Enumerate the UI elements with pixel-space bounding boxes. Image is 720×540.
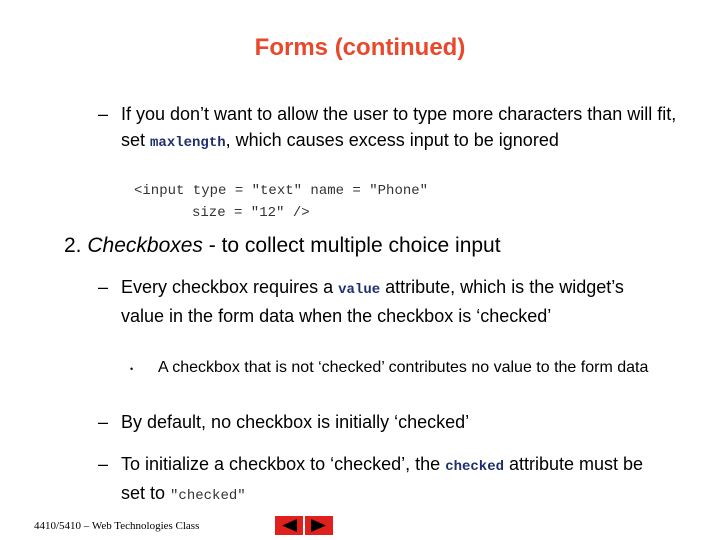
- maxlength-code: maxlength: [150, 135, 226, 151]
- p4-text-before: To initialize a checkbox to ‘checked’, the: [121, 454, 446, 474]
- heading-italic: Checkboxes: [87, 234, 203, 257]
- unchecked-subpoint: A checkbox that is not ‘checked’ contributes no value to the form data: [158, 359, 649, 376]
- heading-suffix: - to collect multiple choice input: [202, 234, 501, 257]
- dash-marker: –: [98, 277, 109, 297]
- default-paragraph: By default, no checkbox is initially ‘checked’: [121, 412, 470, 432]
- p1-text-before: If you don’t want to allow the user to type more characters than will fit, set: [121, 104, 677, 150]
- left-arrow-icon: [279, 518, 299, 533]
- checked-paragraph: [121, 451, 661, 509]
- next-slide-button[interactable]: [305, 516, 333, 535]
- dash-marker: –: [98, 454, 109, 474]
- p4-text-after: attribute must be set to: [121, 454, 644, 503]
- checked-value-code: "checked": [170, 488, 246, 504]
- bullet-marker: •: [130, 364, 134, 374]
- value-code: value: [338, 282, 381, 298]
- p2-text-before: Every checkbox requires a: [121, 277, 339, 297]
- prev-slide-button[interactable]: [275, 516, 303, 535]
- dash-marker: –: [98, 412, 109, 432]
- checkboxes-heading: [64, 232, 501, 260]
- checked-code: checked: [445, 459, 504, 475]
- code-line-1: <input type = "text" name = "Phone": [134, 183, 429, 199]
- heading-prefix: 2.: [64, 234, 88, 257]
- p2-text-after: attribute, which is the widget’s value in the form data when the checkbox is ‘checked’: [121, 277, 624, 326]
- value-paragraph: [121, 274, 661, 329]
- p1-text-after: , which causes excess input to be ignored: [225, 130, 559, 150]
- dash-marker: –: [98, 104, 109, 124]
- code-line-2: size = "12" />: [192, 205, 310, 221]
- slide-title: Forms (continued): [254, 34, 466, 61]
- right-arrow-icon: [309, 518, 329, 533]
- footer-course-label: 4410/5410 – Web Technologies Class: [34, 520, 200, 532]
- maxlength-paragraph: [121, 101, 681, 156]
